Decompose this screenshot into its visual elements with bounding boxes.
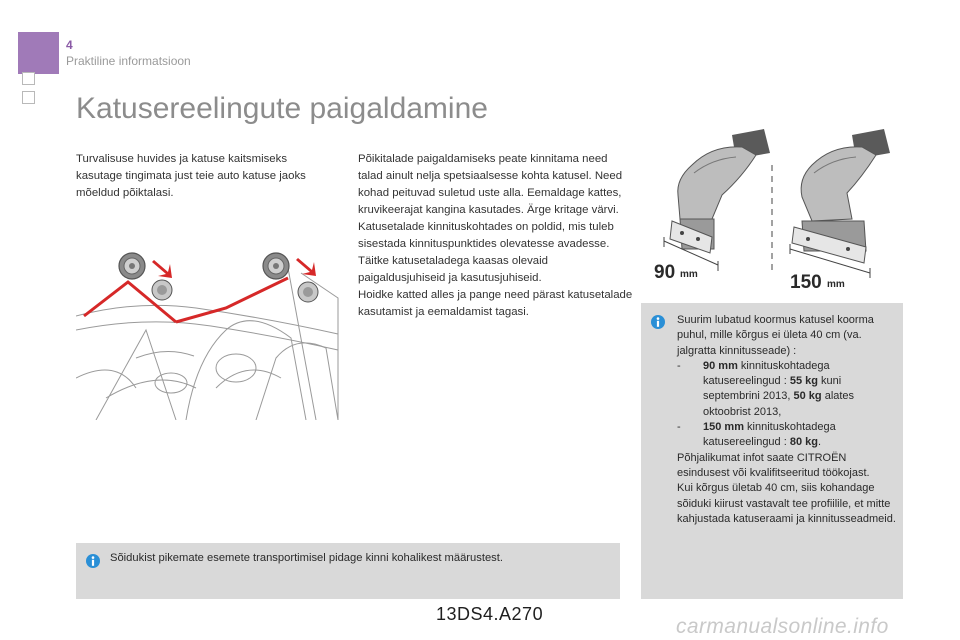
spec-text: kinnituskohtadega katusereelingud : (703, 359, 830, 388)
red-arrow-icon (296, 258, 316, 276)
watermark: carmanualsonline.info (676, 615, 889, 638)
info-icon (651, 315, 665, 329)
load-info-box (641, 303, 903, 599)
dimension-150: 150 (790, 272, 822, 293)
list-dash: - (677, 421, 681, 434)
list-item (677, 359, 899, 420)
fixing-cap-right (263, 253, 318, 302)
chapter-number: 4 (66, 38, 73, 52)
instruction-paragraph: Täitke katusetaladega kaasas olevaid paigaldusjuhiseid ja kasutusjuhiseid. (358, 255, 548, 284)
nav-square-icon[interactable] (22, 72, 35, 85)
spec-value: 55 kg (789, 375, 818, 388)
roof-bar-feet-illustration (652, 125, 907, 297)
load-info-intro: Suurim lubatud koormus katusel koorma puhul, mille kõrgus ei ületa 40 cm (va. jalgratta kinnitusseade) : (677, 314, 874, 357)
document-code: 13DS4.A270 (436, 604, 544, 624)
info-icon (86, 554, 100, 568)
spec-value: 90 mm (703, 359, 738, 372)
roof-bar-foot-150 (792, 129, 890, 263)
load-info-speed: Kui kõrgus ületab 40 cm, siis kohandage sõiduki kiirust vastavalt tee profiilile, et mitte kahjustada katuseraami ja kinnitusseadmeid. (677, 482, 896, 525)
instructions (358, 151, 633, 321)
spec-text: alates oktoobrist 2013, (703, 390, 855, 418)
red-arrow-icon (152, 260, 172, 278)
roof-bar-foot-90 (670, 129, 770, 253)
dimension-unit: mm (827, 279, 845, 290)
load-info-dealer: Põhjalikumat infot saate CITROËN esindusest või kvalifitseeritud töökojast. (677, 451, 870, 479)
car-roof-fixing-illustration (76, 238, 346, 420)
intro-text: Turvalisuse huvides ja katuse kaitsmiseks kasutage tingimata just teie auto katuse jaoks mõeldud põiktalasi. (76, 153, 306, 199)
dimension-unit: mm (680, 269, 698, 280)
spec-value: 150 mm (703, 421, 744, 434)
instruction-paragraph: Katusetalade kinnituskohtades on poldid, mis tuleb sisestada kinnituspunktides olevatesse avadesse. (358, 221, 614, 250)
instruction-paragraph: Hoidke katted alles ja pange need pärast katusetalade kasutamist ja eemaldamist tagasi. (358, 289, 633, 318)
page-title: Katusereelingute paigaldamine (76, 92, 488, 125)
dimension-90: 90 (654, 262, 676, 283)
chapter-name: Praktiline informatsioon (66, 54, 191, 68)
spec-text: kinnituskohtadega katusereelingud : (703, 421, 836, 449)
spec-text: kuni septembrini 2013, (703, 375, 842, 403)
transport-info-box (76, 543, 620, 599)
chapter-tab (18, 32, 59, 74)
list-dash: - (677, 359, 681, 372)
spec-value: 50 kg (793, 390, 822, 403)
nav-square-icon[interactable] (22, 91, 35, 104)
instruction-paragraph: Põikitalade paigaldamiseks peate kinnitama need talad ainult nelja spetsiaalsesse kohta katusel. Need kohad peituvad suletud uste alla. Eemaldage kattes, kruvikeerajat kangina kasutades. Ärge kritage värvi. (358, 153, 623, 216)
spec-text: . (817, 436, 822, 449)
spec-value: 80 kg (789, 436, 818, 449)
list-item (677, 420, 899, 451)
transport-info-text: Sõidukist pikemate esemete transportimisel pidage kinni kohalikest määrustest. (110, 552, 503, 564)
